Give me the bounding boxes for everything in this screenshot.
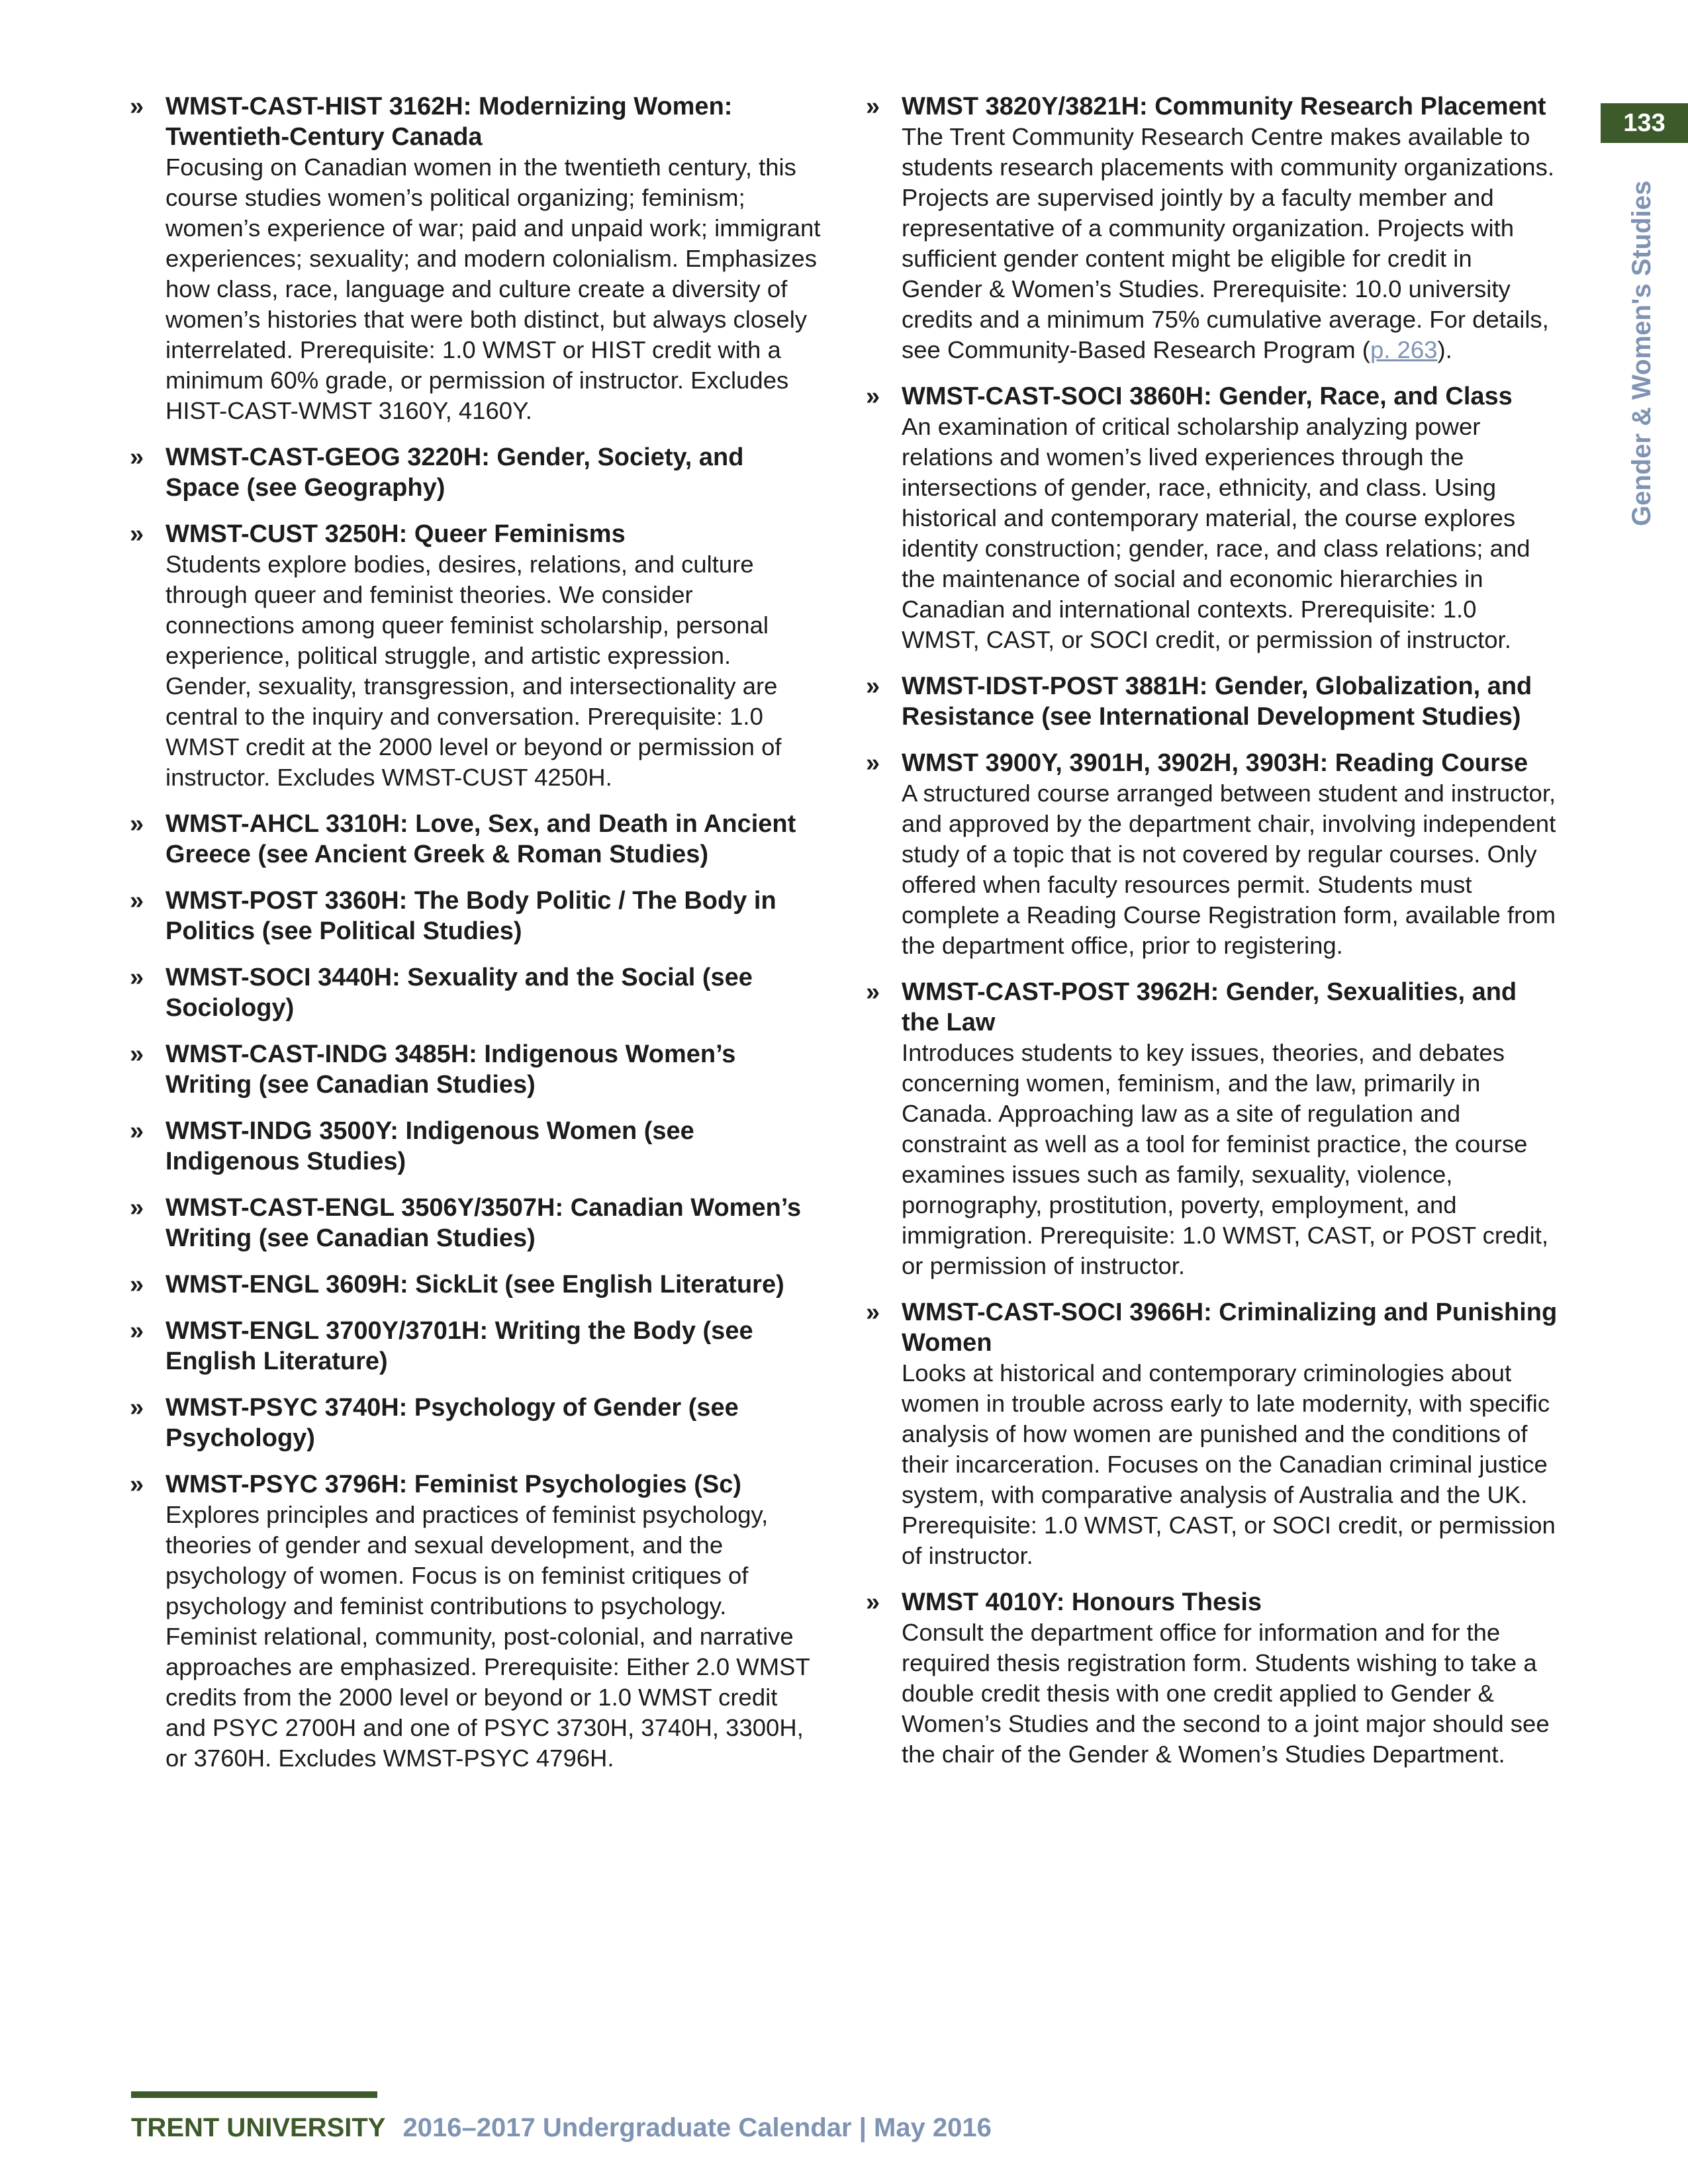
course-title: WMST-SOCI 3440H: Sexuality and the Social (see Sociology)	[165, 964, 753, 1022]
course-description: Consult the department office for information and for the required thesis registration form. Students wishing to take a double credit thesis with one credit applied to Gender & Women’s Studies and the second to a joint major should see the chair of the Gender & Women’s Studies Department.	[902, 1619, 1550, 1768]
course-title: WMST-CAST-GEOG 3220H: Gender, Society, and Space (see Geography)	[165, 443, 744, 502]
double-chevron-right-icon: »	[130, 1117, 144, 1145]
course-title: WMST 3820Y/3821H: Community Research Placement	[902, 93, 1546, 120]
double-chevron-right-icon: »	[866, 672, 880, 700]
course-description	[902, 122, 1558, 365]
course-title: WMST-INDG 3500Y: Indigenous Women (see Indigenous Studies)	[165, 1117, 694, 1175]
course-entry	[130, 91, 821, 426]
course-entry	[130, 1039, 821, 1100]
course-description: Focusing on Canadian women in the twentieth century, this course studies women’s political organizing; feminism; women’s experience of war; paid and unpaid work; immigrant experiences; sexuality; and modern colonialism. Emphasizes how class, race, language and culture create a diversity of women’s histories that were both distinct, but always closely interrelated. Prerequisite: 1.0 WMST or HIST credit with a minimum 60% grade, or permission of instructor. Excludes HIST-CAST-WMST 3160Y, 4160Y.	[165, 154, 821, 424]
double-chevron-right-icon: »	[130, 1394, 144, 1422]
page-footer	[131, 2111, 992, 2144]
course-entry	[130, 1269, 821, 1300]
section-tab	[1615, 180, 1668, 579]
double-chevron-right-icon: »	[866, 749, 880, 777]
course-entry	[130, 809, 821, 870]
course-title: WMST-CAST-SOCI 3966H: Criminalizing and Punishing Women	[902, 1298, 1558, 1357]
course-entry	[130, 962, 821, 1023]
course-entry	[130, 442, 821, 503]
course-title: WMST 4010Y: Honours Thesis	[902, 1588, 1262, 1616]
course-entry	[866, 1297, 1558, 1571]
double-chevron-right-icon: »	[130, 1271, 144, 1298]
course-entry	[866, 748, 1558, 961]
course-title: WMST 3900Y, 3901H, 3902H, 3903H: Reading Course	[902, 749, 1528, 777]
double-chevron-right-icon: »	[130, 887, 144, 915]
double-chevron-right-icon: »	[130, 93, 144, 120]
double-chevron-right-icon: »	[130, 520, 144, 548]
double-chevron-right-icon: »	[130, 1471, 144, 1498]
double-chevron-right-icon: »	[130, 443, 144, 471]
course-entry	[130, 519, 821, 793]
course-description-text: The Trent Community Research Centre makes available to students research placements with community organizations. Projects are supervised jointly by a faculty member and representative of a community organization. Projects with sufficient gender content might be eligible for credit in Gender & Women’s Studies. Prerequisite: 10.0 university credits and a minimum 75% cumulative average. For details, see Community-Based Research Program (	[902, 123, 1554, 363]
course-description: A structured course arranged between student and instructor, and approved by the department chair, involving independent study of a topic that is not covered by regular courses. Only offered when faculty resources permit. Students must complete a Reading Course Registration form, available from the department office, prior to registering.	[902, 780, 1556, 959]
course-entry	[130, 886, 821, 946]
course-entry	[866, 671, 1558, 732]
course-entry	[130, 1193, 821, 1253]
course-title: WMST-CAST-INDG 3485H: Indigenous Women’s Writing (see Canadian Studies)	[165, 1040, 736, 1099]
course-title: WMST-PSYC 3740H: Psychology of Gender (see Psychology)	[165, 1394, 739, 1452]
course-title: WMST-AHCL 3310H: Love, Sex, and Death in Ancient Greece (see Ancient Greek & Roman Studies)	[165, 810, 796, 868]
right-column	[866, 91, 1558, 1786]
double-chevron-right-icon: »	[866, 1588, 880, 1616]
course-description: Introduces students to key issues, theories, and debates concerning women, feminism, and the law, primarily in Canada. Approaching law as a site of regulation and constraint as well as a tool for feminist practice, the course examines issues such as family, sexuality, violence, pornography, prostitution, poverty, employment, and immigration. Prerequisite: 1.0 WMST, CAST, or POST credit, or permission of instructor.	[902, 1039, 1548, 1279]
page-reference-link[interactable]: p. 263	[1370, 336, 1438, 363]
left-column	[130, 91, 821, 1790]
course-entry	[130, 1392, 821, 1453]
double-chevron-right-icon: »	[130, 1194, 144, 1222]
course-title: WMST-CAST-POST 3962H: Gender, Sexualities, and the Law	[902, 978, 1517, 1036]
course-entry	[866, 91, 1558, 365]
double-chevron-right-icon: »	[130, 964, 144, 991]
course-entry	[866, 1587, 1558, 1770]
double-chevron-right-icon: »	[130, 810, 144, 838]
course-description: Looks at historical and contemporary criminologies about women in trouble across early to late modernity, with specific analysis of how women are punished and the conditions of their incarceration. Focuses on the Canadian criminal justice system, with comparative analysis of Australia and the UK. Prerequisite: 1.0 WMST, CAST, or SOCI credit, or permission of instructor.	[902, 1359, 1556, 1569]
double-chevron-right-icon: »	[130, 1040, 144, 1068]
course-title: WMST-CAST-SOCI 3860H: Gender, Race, and Class	[902, 383, 1513, 410]
double-chevron-right-icon: »	[866, 1298, 880, 1326]
course-title: WMST-ENGL 3700Y/3701H: Writing the Body (see English Literature)	[165, 1317, 753, 1375]
double-chevron-right-icon: »	[866, 978, 880, 1006]
course-entry	[130, 1116, 821, 1177]
course-entry	[130, 1469, 821, 1774]
course-description: An examination of critical scholarship analyzing power relations and women’s lived experiences through the intersections of gender, race, ethnicity, and class. Using historical and contemporary material, the course explores identity construction; gender, race, and class relations; and the maintenance of social and economic hierarchies in Canadian and international contexts. Prerequisite: 1.0 WMST, CAST, or SOCI credit, or permission of instructor.	[902, 413, 1530, 653]
course-title: WMST-ENGL 3609H: SickLit (see English Literature)	[165, 1271, 784, 1298]
course-title: WMST-POST 3360H: The Body Politic / The Body in Politics (see Political Studies)	[165, 887, 776, 945]
course-entry	[866, 977, 1558, 1281]
course-title: WMST-PSYC 3796H: Feminist Psychologies (Sc)	[165, 1471, 741, 1498]
double-chevron-right-icon: »	[866, 93, 880, 120]
course-description: Explores principles and practices of feminist psychology, theories of gender and sexual development, and the psychology of women. Focus is on feminist critiques of psychology and feminist contributions to psychology. Feminist relational, community, post-colonial, and narrative approaches are emphasized. Prerequisite: Either 2.0 WMST credits from the 2000 level or beyond or 1.0 WMST credit and PSYC 2700H and one of PSYC 3730H, 3740H, 3300H, or 3760H. Excludes WMST-PSYC 4796H.	[165, 1501, 810, 1772]
course-title: WMST-CAST-ENGL 3506Y/3507H: Canadian Women’s Writing (see Canadian Studies)	[165, 1194, 802, 1252]
course-title: WMST-IDST-POST 3881H: Gender, Globalization, and Resistance (see International Development Studies)	[902, 672, 1532, 731]
course-entry	[866, 381, 1558, 655]
course-description-text-end: ).	[1437, 336, 1452, 363]
footer-calendar-title: 2016–2017 Undergraduate Calendar | May 2016	[402, 2113, 992, 2142]
double-chevron-right-icon: »	[866, 383, 880, 410]
course-entry	[130, 1316, 821, 1377]
footer-divider	[131, 2091, 377, 2098]
double-chevron-right-icon: »	[130, 1317, 144, 1345]
page-number: 133	[1601, 103, 1688, 143]
course-title: WMST-CAST-HIST 3162H: Modernizing Women: Twentieth-Century Canada	[165, 93, 733, 151]
course-title: WMST-CUST 3250H: Queer Feminisms	[165, 520, 626, 548]
section-tab-label: Gender & Women's Studies	[1627, 180, 1656, 526]
course-description: Students explore bodies, desires, relations, and culture through queer and feminist theories. We consider connections among queer feminist scholarship, personal experience, political struggle, and artistic expression. Gender, sexuality, transgression, and intersectionality are central to the inquiry and conversation. Prerequisite: 1.0 WMST credit at the 2000 level or beyond or permission of instructor. Excludes WMST-CUST 4250H.	[165, 551, 782, 791]
footer-university: TRENT UNIVERSITY	[131, 2113, 386, 2142]
